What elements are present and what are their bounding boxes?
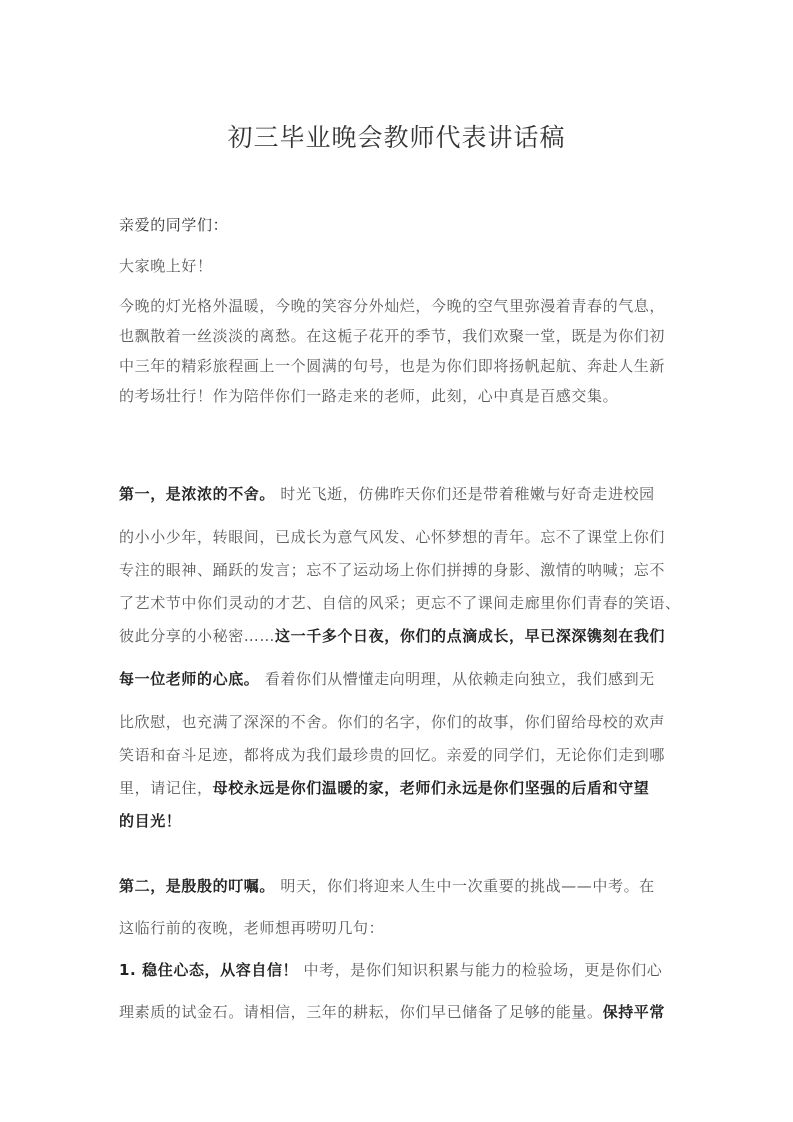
section-1-heading: 第一，是浓浓的不舍。 xyxy=(119,485,276,503)
salutation: 亲爱的同学们： xyxy=(119,216,229,234)
document-title: 初三毕业晚会教师代表讲话稿 xyxy=(227,123,566,152)
greeting: 大家晚上好！ xyxy=(119,257,213,275)
section-2-heading: 第二，是殷殷的叮嘱。 xyxy=(119,877,276,895)
intro-paragraph: 今晚的灯光格外温暖，今晚的笑容分外灿烂，今晚的空气里弥漫着青春的气息， 也飘散着一丝淡淡的离愁。在这栀子花开的季节，我们欢聚一堂，既是为你们初 中三年的精彩旅程画上一个圆满的句号，也是为你们即将扬帆起航、奔赴人生新 的考场壮行！作为陪伴你们一路走来的老师，此刻，心中真是百感交集。 xyxy=(119,297,666,405)
section-1-paragraph: 第一，是浓浓的不舍。 时光飞逝，仿佛昨天你们还是带着稚嫩与好奇走进校园 的小小少年，转眼间，已成长为意气风发、心怀梦想的青年。忘不了课堂上你们 专注的眼神、踊跃的发言；忘不了运动场上你们拼搏的身影、激情的呐喊；忘不 了艺术节中你们灵动的才艺、自信的风采；更忘不了课间走廊里你们青春的笑语、 彼此分享的小秘密……这一千多个日夜，你们的点滴成长，早已深深镌刻在我们 每一位老师的心底。 看着你们从懵懂走向明理，从依赖走向独立，我们感到无 比欣慰，也充满了深深的不舍。你们的名字，你们的故事，你们留给母校的欢声 笑语和奋斗足迹，都将成为我们最珍贵的回忆。亲爱的同学们，无论你们走到哪 里，请记住，母校永远是你们温暖的家，老师们永远是你们坚强的后盾和守望 的目光！ xyxy=(119,485,681,830)
item-1-heading: 1. 稳住心态，从容自信！ xyxy=(119,961,299,979)
section-2-paragraph: 第二，是殷殷的叮嘱。 明天，你们将迎来人生中一次重要的挑战——中考。在 这临行前的夜晚，老师想再唠叨几句： 1. 稳住心态，从容自信！ 中考，是你们知识积累与能力的检验场，更是你们心 理素质的试金石。请相信，三年的耕耘，你们早已储备了足够的能量。保持平常 xyxy=(119,877,666,1021)
